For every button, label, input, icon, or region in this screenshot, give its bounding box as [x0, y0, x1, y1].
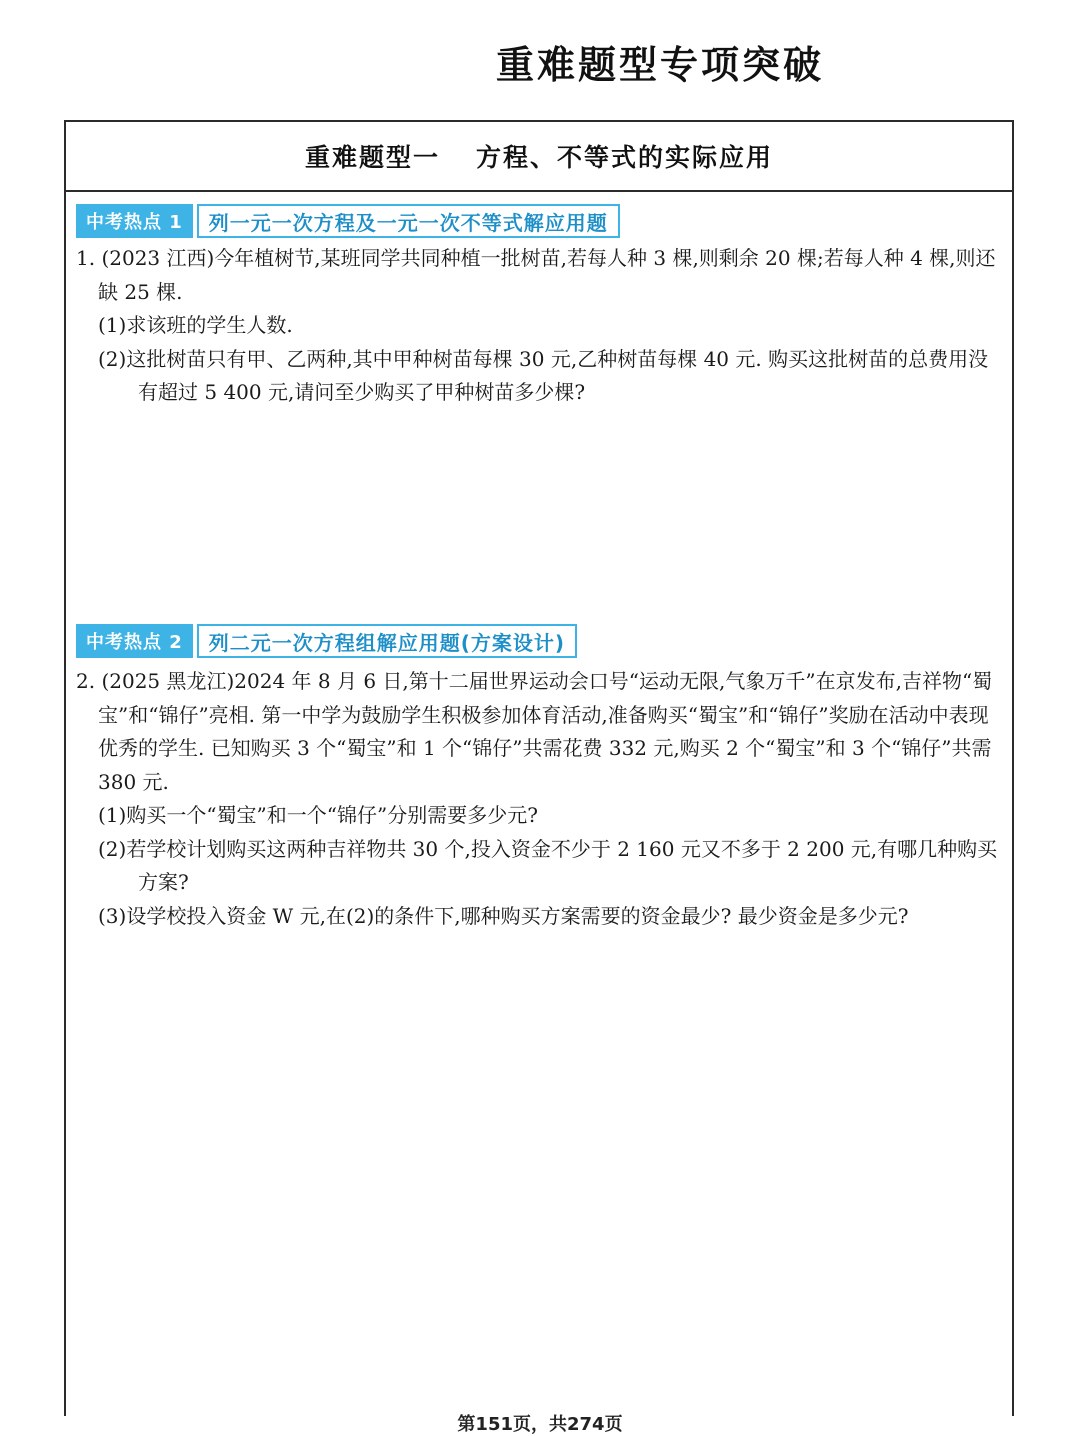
problem-part: (1)求该班的学生人数. [98, 313, 293, 337]
hotspot-2 [76, 624, 577, 658]
problem-part: (2)这批树苗只有甲、乙两种,其中甲种树苗每棵 30 元,乙种树苗每棵 40 元. 购买这批树苗的总费用没有超过 5 400 元,请问至少购买了甲种树苗多少棵? [98, 346, 989, 404]
problem-part: (3)设学校投入资金 W 元,在(2)的条件下,哪种购买方案需要的资金最少? 最少资金是多少元? [98, 903, 909, 928]
section-header [66, 122, 1012, 192]
problem-stem: 1. (2023 江西)今年植树节,某班同学共同种植一批树苗,若每人种 3 棵,则剩余 20 棵;若每人种 4 棵,则还缺 25 棵. [76, 246, 996, 304]
problem-1 [76, 242, 1002, 410]
hotspot-title: 列二元一次方程组解应用题(方案设计) [197, 624, 577, 658]
section-number: 重难题型一 [304, 143, 440, 172]
problem-2 [76, 665, 1002, 933]
hotspot-1 [76, 204, 620, 238]
hotspot-tag: 中考热点 2 [76, 624, 193, 658]
problem-part: (1)购买一个“蜀宝”和一个“锦仔”分别需要多少元? [98, 803, 538, 827]
problem-stem: 2. (2025 黑龙江)2024 年 8 月 6 日,第十二届世界运动会口号“运动无限,气象万千”在京发布,吉祥物“蜀宝”和“锦仔”亮相. 第一中学为鼓励学生积极参加体育活动,准备购买“蜀宝”和“锦仔”奖励在活动中表现优秀的学生. 已知购买 3 个“蜀宝”和 1 个“锦仔”共需花费 332 元,购买 2 个“蜀宝”和 3 个“锦仔”共需 380 元. [76, 669, 993, 794]
section-title: 方程、不等式的实际应用 [476, 143, 774, 172]
page-footer: 第151页，共274页 [457, 1414, 623, 1435]
problem-part: (2)若学校计划购买这两种吉祥物共 30 个,投入资金不少于 2 160 元又不多于 2 200 元,有哪几种购买方案? [98, 836, 998, 894]
hotspot-title: 列一元一次方程及一元一次不等式解应用题 [197, 204, 620, 238]
page-title: 重难题型专项突破 [495, 43, 824, 87]
content-frame [64, 120, 1014, 1416]
hotspot-tag: 中考热点 1 [76, 204, 193, 238]
